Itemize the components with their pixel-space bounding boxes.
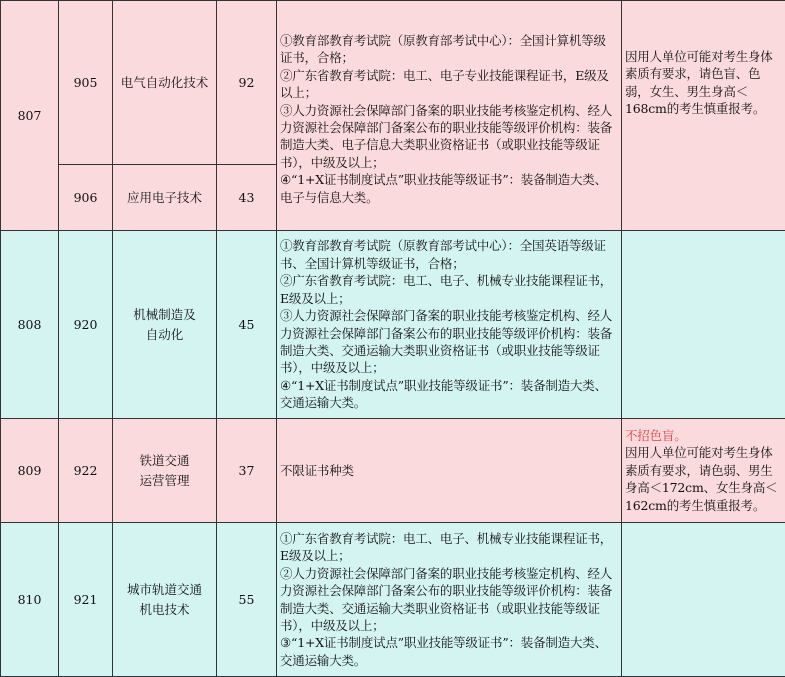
remarks <box>622 419 785 523</box>
plan-count: 43 <box>217 165 277 231</box>
remarks <box>622 523 785 677</box>
major-name: 应用电子技术 <box>113 165 217 231</box>
major-code: 905 <box>59 1 113 165</box>
plan-count: 37 <box>217 419 277 523</box>
table-row-810 <box>1 523 785 677</box>
requirement-line: ④“1+X证书制度试点”职业技能等级证书”：装备制造大类、电子与信息大类。 <box>280 171 618 206</box>
plan-count: 92 <box>217 1 277 165</box>
requirement-line: ①教育部教育考试院（原教育部考试中心）：全国英语等级证书、全国计算机等级证书，合格； <box>280 237 618 272</box>
major-name-line: 机电技术 <box>113 600 216 620</box>
group-code: 807 <box>1 1 59 231</box>
certificate-requirements <box>277 231 622 419</box>
requirement-line: 不限证书种类 <box>280 462 618 479</box>
major-name: 电气自动化技术 <box>113 1 217 165</box>
requirement-line: ③人力资源社会保障部门备案的职业技能考核鉴定机构、经人力资源社会保障部门备案公布的职业技能等级评价机构：装备制造大类、交通运输大类职业资格证书（或职业技能等级证书），中级及以上； <box>280 307 618 377</box>
remarks <box>622 231 785 419</box>
major-code: 922 <box>59 419 113 523</box>
requirement-line: ②广东省教育考试院：电工、电子专业技能课程证书，E级及以上； <box>280 67 618 102</box>
major-name-line: 自动化 <box>113 325 216 345</box>
major-name <box>113 523 217 677</box>
requirement-line: ②广东省教育考试院：电工、电子、机械专业技能课程证书，E级及以上； <box>280 272 618 307</box>
group-code: 810 <box>1 523 59 677</box>
major-name <box>113 419 217 523</box>
table-row-809 <box>1 419 785 523</box>
requirement-line: ②人力资源社会保障部门备案的职业技能考核鉴定机构、经人力资源社会保障部门备案公布的职业技能等级评价机构：装备制造大类、交通运输大类职业资格证书（或职业技能等级证书），中级及以上； <box>280 565 618 635</box>
plan-count: 55 <box>217 523 277 677</box>
certificate-requirements <box>277 1 622 231</box>
major-name-line: 城市轨道交通 <box>113 580 216 600</box>
major-name-line: 机械制造及 <box>113 305 216 325</box>
major-name-line: 运营管理 <box>113 471 216 491</box>
table-row-807-905 <box>1 1 785 165</box>
major-code: 906 <box>59 165 113 231</box>
plan-count: 45 <box>217 231 277 419</box>
remarks-warning: 不招色盲。 <box>625 427 782 444</box>
group-code: 808 <box>1 231 59 419</box>
remarks <box>622 1 785 231</box>
requirement-line: ①教育部教育考试院（原教育部考试中心）：全国计算机等级证书，合格； <box>280 32 618 67</box>
certificate-requirements <box>277 523 622 677</box>
certificate-requirements <box>277 419 622 523</box>
group-code: 809 <box>1 419 59 523</box>
major-name-line: 铁道交通 <box>113 451 216 471</box>
table-row-808 <box>1 231 785 419</box>
remarks-text: 因用人单位可能对考生身体素质有要求，请色弱、男生身高＜172cm、女生身高＜162cm的考生慎重报考。 <box>625 444 782 514</box>
major-code: 921 <box>59 523 113 677</box>
remarks-text: 因用人单位可能对考生身体素质有要求，请色盲、色弱，女生、男生身高＜168cm的考生慎重报考。 <box>625 48 782 118</box>
requirement-line: ③人力资源社会保障部门备案的职业技能考核鉴定机构、经人力资源社会保障部门备案公布的职业技能等级评价机构：装备制造大类、电子信息大类职业资格证书（或职业技能等级证书），中级及以上； <box>280 102 618 172</box>
requirement-line: ④“1+X证书制度试点”职业技能等级证书”：装备制造大类、交通运输大类。 <box>280 377 618 412</box>
requirement-line: ③“1+X证书制度试点”职业技能等级证书”：装备制造大类、交通运输大类。 <box>280 634 618 669</box>
major-name <box>113 231 217 419</box>
major-code: 920 <box>59 231 113 419</box>
requirement-line: ①广东省教育考试院：电工、电子、机械专业技能课程证书，E级及以上； <box>280 530 618 565</box>
